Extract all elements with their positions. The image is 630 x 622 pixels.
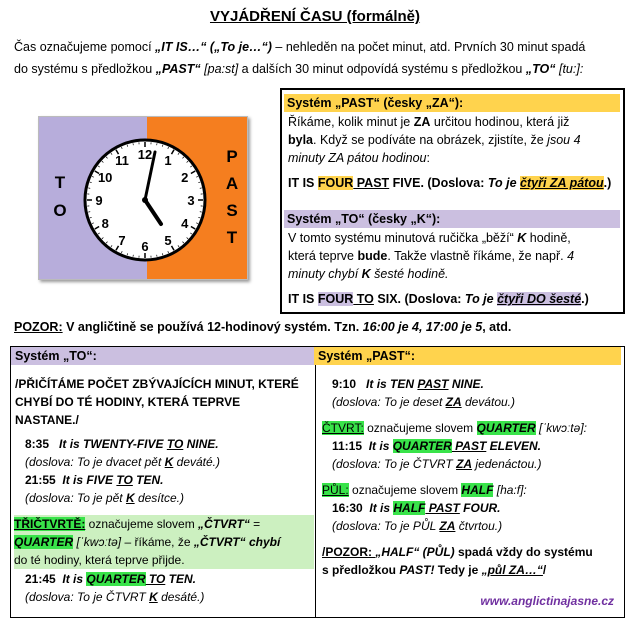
to-system-text: V tomto systému minutová ručička „běží“ K hodině, která teprve bude. Takže vlastně říkáme, že např. 4 minuty chybí K šesté hodině. [288, 231, 575, 281]
past-example-2: 11:15 It is QUARTER PAST ELEVEN. (doslova: To je ČTVRT ZA jedenáctou.) [332, 439, 542, 471]
quarter-past-note: ČTVRT: označujeme slovem QUARTER [ˈkwɔːtə]: [322, 421, 587, 435]
to-example-1: 8:35 It is TWENTY-FIVE TO NINE. (doslova: To je dvacet pět K deváté.) [25, 437, 221, 469]
to-word: T O [53, 173, 67, 220]
clock-number-7: 7 [118, 232, 126, 248]
clock-tick [133, 143, 134, 145]
past-word: P A S T [225, 147, 239, 247]
to-rule: /PŘIČÍTÁME POČET ZBÝVAJÍCÍCH MINUT, KTERÉ CHYBÍ DO TÉ HODINY, KTERÁ TEPRVE NASTANE./ [15, 377, 299, 427]
past-system-text: Říkáme, kolik minut je ZA určitou hodinou, která již byla. Když se podíváte na obrázek, zjistíte, že jsou 4 minuty ZA pátou hodinou: [288, 115, 581, 165]
quarter-to-note: TŘIČTVRTĚ: označujeme slovem „ČTVRT“ = QUARTER [ˈkwɔːtə] – říkáme, že „ČTVRT“ chybí do té hodiny, která teprve přijde. [14, 515, 314, 569]
past-system-box [314, 346, 625, 618]
clock-number-6: 6 [141, 239, 149, 254]
clock-number-5: 5 [164, 232, 172, 248]
to-example-3: 21:45 It is QUARTER TO TEN. (doslova: To je ČTVRT K desáté.) [25, 572, 205, 604]
clock-tick [88, 212, 90, 213]
to-system-example: IT IS FOUR TO SIX. (Doslova: To je čtyři DO šesté.) [288, 292, 589, 306]
past-example-1: 9:10 It is TEN PAST NINE. (doslova: To je deset ZA devátou.) [332, 377, 515, 409]
clock-number-8: 8 [101, 216, 109, 231]
clock-face [81, 136, 209, 264]
clock-tick [88, 188, 90, 189]
half-past-warning: /POZOR: „HALF“ (PŮL) spadá vždy do systému s předložkou PAST! Tedy je „půl ZA…“/ [322, 545, 593, 577]
clock-number-9: 9 [95, 193, 103, 208]
past-system-heading: Systém „PAST“ (česky „ZA“): [284, 94, 620, 112]
past-example-3: 16:30 It is HALF PAST FOUR. (doslova: To je PŮL ZA čtvrtou.) [332, 501, 503, 533]
clock-tick [133, 255, 134, 257]
to-example-2: 21:55 It is FIVE TO TEN. (doslova: To je pět K desítce.) [25, 473, 184, 505]
clock-tick [200, 188, 202, 189]
clock-tick [157, 143, 158, 145]
clock-number-12: 12 [137, 147, 153, 162]
half-past-note: PŮL: označujeme slovem HALF [ha:f]: [322, 483, 527, 497]
clock-tick [157, 255, 158, 257]
past-system-example: IT IS FOUR PAST FIVE. (Doslova: To je čtyři ZA pátou.) [288, 176, 612, 190]
intro-paragraph: Čas označujeme pomocí „IT IS…“ („To je…“) – nehleděn na počet minut, atd. Prvních 30 minut spadá do systému s předložkou „PAST“ [pa:st] a dalších 30 minut odpovídá systému s předložkou „TO“ [tu:]: [14, 40, 586, 76]
pozor-note: POZOR: V angličtině se používá 12-hodinový systém. Tzn. 16:00 je 4, 17:00 je 5, atd. [14, 320, 512, 334]
to-system-box [10, 346, 316, 618]
clock-number-1: 1 [164, 153, 172, 169]
website-link[interactable]: www.anglictinajasne.cz [480, 594, 614, 608]
past-box-heading: Systém „PAST“: [314, 347, 621, 365]
page-title: VYJÁDŘENÍ ČASU (formálně) [209, 8, 421, 25]
explanation-box [280, 88, 625, 314]
clock-number-10: 10 [97, 170, 113, 185]
to-box-heading: Systém „TO“: [11, 347, 315, 365]
clock-number-2: 2 [181, 170, 189, 185]
clock-number-3: 3 [187, 193, 195, 208]
to-system-heading: Systém „TO“ (česky „K“): [284, 210, 620, 228]
clock-number-4: 4 [181, 216, 189, 231]
clock-illustration [38, 116, 248, 280]
clock-number-11: 11 [115, 153, 129, 169]
clock-tick [200, 212, 202, 213]
